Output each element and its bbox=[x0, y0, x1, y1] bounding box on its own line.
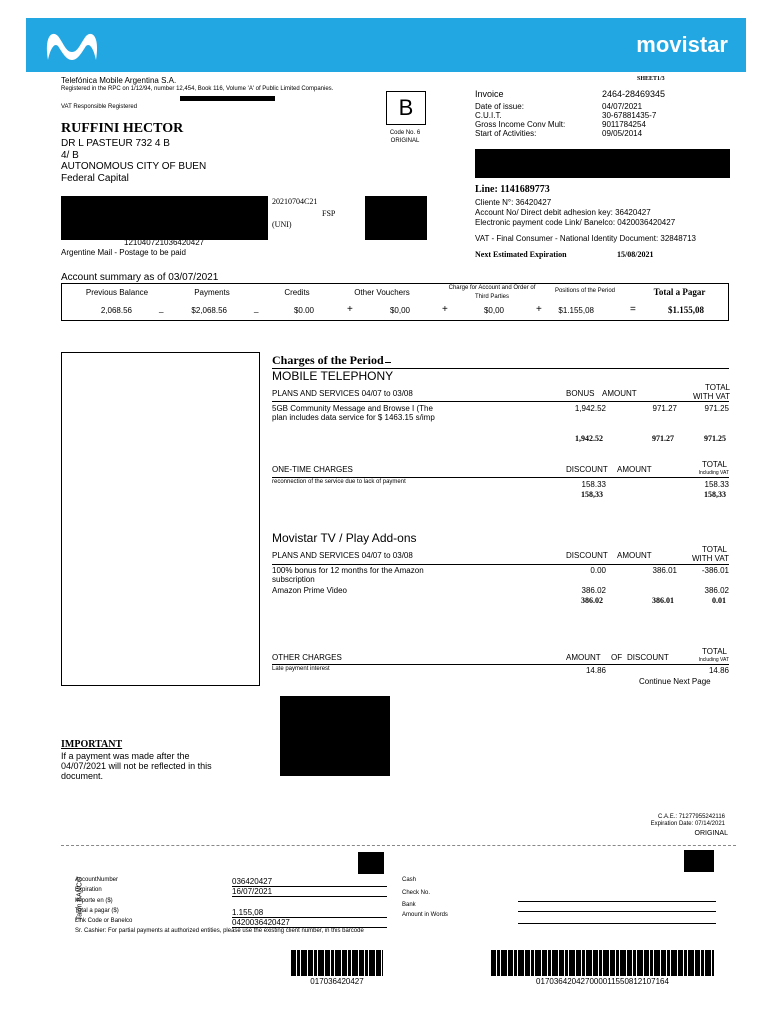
vat-document: VAT - Final Consumer - National Identity Document: 32848713 bbox=[475, 234, 696, 243]
next-expiration-label: Next Estimated Expiration bbox=[475, 250, 567, 259]
customer-unit: 4/ B bbox=[61, 150, 79, 161]
tv-row1-amount: 386.01 bbox=[652, 566, 677, 575]
onetime-col-total: TOTAL bbox=[701, 460, 727, 469]
other-col-total: TOTAL bbox=[701, 647, 727, 656]
plans-bonus: 1,942.52 bbox=[574, 404, 606, 413]
onetime-col-discount: DISCOUNT bbox=[566, 465, 608, 474]
plans-header: PLANS AND SERVICES 04/07 to 03/08 bbox=[272, 389, 413, 398]
stub-label: Expiration bbox=[75, 887, 102, 893]
plans-col-total: TOTAL bbox=[704, 383, 730, 392]
stub-right-label: Amount in Words bbox=[402, 912, 448, 918]
mail-code: 20210704C21 bbox=[272, 197, 318, 206]
invoice-code: Code No. 6 bbox=[389, 130, 421, 136]
summary-title: Account summary as of 03/07/2021 bbox=[61, 272, 219, 283]
continue-next-page: Continue Next Page bbox=[639, 677, 711, 686]
redaction-block bbox=[280, 696, 390, 776]
tv-row1-discount: 0.00 bbox=[590, 566, 606, 575]
plans-description: 5GB Community Message and Browse I (The plan includes data service for $ 1463.15 s/imp bbox=[272, 404, 435, 422]
company-name: Telefónica Mobile Argentina S.A. bbox=[61, 76, 177, 85]
tv-row2-discount: 386.02 bbox=[581, 586, 606, 595]
ad-box bbox=[61, 352, 260, 686]
stub-right-label: Bank bbox=[402, 902, 416, 908]
summary-header: Charge for Account and Order of Third Parties bbox=[448, 285, 536, 300]
redaction-block bbox=[358, 852, 384, 874]
stub-value: 0420036420427 bbox=[232, 918, 290, 927]
tv-title: Movistar TV / Play Add-ons bbox=[272, 531, 417, 545]
cae-number: C.A.E.: 71277955242116 bbox=[658, 814, 725, 820]
invoice-row: Invoice 2464-28469345 bbox=[475, 89, 666, 99]
summary-header: Previous Balance bbox=[85, 288, 149, 297]
summary-header: Credits bbox=[284, 288, 310, 297]
summary-value: $1.155,08 bbox=[558, 306, 594, 315]
summary-value: $2,068.56 bbox=[191, 306, 227, 315]
divider bbox=[272, 564, 729, 565]
invoice-row: C.U.I.T. 30-67881435-7 bbox=[475, 111, 657, 120]
stub-label: Importe en ($) bbox=[75, 898, 113, 904]
summary-operator: = bbox=[630, 304, 636, 315]
onetime-description: reconnection of the service due to lack of payment bbox=[272, 479, 406, 485]
onetime-discount: 158.33 bbox=[581, 480, 606, 489]
customer-street: DR L PASTEUR 732 4 B bbox=[61, 138, 170, 149]
divider bbox=[232, 896, 387, 897]
company-vat: VAT Responsible Registered bbox=[61, 104, 138, 110]
summary-table bbox=[61, 283, 729, 321]
barcode-1-number: 017036420427 bbox=[310, 977, 364, 986]
sheet-number: SHEET1/3 bbox=[637, 76, 665, 82]
client-number: Cliente N°: 36420427 bbox=[475, 198, 552, 207]
tv-row2-description: Amazon Prime Video bbox=[272, 586, 347, 595]
onetime-total: 158.33 bbox=[704, 480, 729, 489]
stub-right-label: Check No. bbox=[402, 890, 431, 896]
mobile-title: MOBILE TELEPHONY bbox=[272, 369, 394, 383]
tv-row1-total: -386.01 bbox=[701, 566, 729, 575]
stub-label: Link Code or Banelco bbox=[75, 918, 133, 924]
mail-fsp: FSP bbox=[322, 209, 336, 218]
barcode-2-number: 017036420427000011550812107164 bbox=[536, 977, 669, 986]
onetime-col-amount: AMOUNT bbox=[617, 465, 652, 474]
summary-value: $0,00 bbox=[483, 306, 504, 315]
next-expiration-value: 15/08/2021 bbox=[617, 250, 654, 259]
redaction-block bbox=[61, 196, 268, 240]
plans-col-bonus: BONUS bbox=[566, 389, 595, 398]
tv-sum-amount: 386.01 bbox=[652, 596, 674, 605]
summary-value: $0,00 bbox=[389, 306, 410, 315]
summary-header: Positions of the Period bbox=[554, 288, 616, 294]
tv-row1-description: 100% bonus for 12 months for the Amazon subscription bbox=[272, 566, 424, 584]
tv-col-discount: DISCOUNT bbox=[566, 551, 608, 560]
mail-note: Argentine Mail - Postage to be paid bbox=[61, 248, 186, 257]
plans-sum-amount: 971.27 bbox=[652, 434, 674, 443]
plans-sum-total: 971.25 bbox=[704, 434, 726, 443]
other-col-amount: AMOUNT bbox=[566, 653, 601, 662]
important-text: If a payment was made after the 04/07/2021 will not be reflected in this document. bbox=[61, 751, 212, 781]
summary-value: $0.00 bbox=[293, 306, 314, 315]
tv-col-total-vat: WITH VAT bbox=[691, 554, 729, 563]
summary-header: Other Vouchers bbox=[354, 288, 410, 297]
invoice-copy: ORIGINAL bbox=[390, 138, 420, 144]
plans-sum-bonus: 1,942.52 bbox=[575, 434, 603, 443]
onetime-header: ONE-TIME CHARGES bbox=[272, 465, 353, 474]
summary-operator: + bbox=[536, 304, 542, 315]
other-total: 14.86 bbox=[708, 666, 729, 675]
divider bbox=[272, 477, 729, 478]
cae-expiration: Expiration Date: 07/14/2021 bbox=[650, 821, 725, 827]
plans-amount: 971.27 bbox=[652, 404, 677, 413]
onetime-sum-discount: 158,33 bbox=[581, 490, 603, 499]
customer-name: RUFFINI HECTOR bbox=[61, 121, 184, 136]
movistar-m-logo-icon bbox=[42, 26, 102, 64]
summary-header: Total a Pagar bbox=[653, 287, 706, 297]
payment-code: Electronic payment code Link/ Banelco: 0420036420427 bbox=[475, 218, 676, 227]
important-title: IMPORTANT bbox=[61, 739, 123, 750]
divider bbox=[272, 401, 729, 402]
other-col-of: OF bbox=[611, 653, 623, 662]
other-header: OTHER CHARGES bbox=[272, 653, 342, 662]
divider bbox=[518, 923, 716, 924]
divider bbox=[518, 901, 716, 902]
tv-row2-total: 386.02 bbox=[704, 586, 729, 595]
divider bbox=[272, 664, 729, 665]
stub-label: AccountNumber bbox=[75, 877, 119, 883]
summary-operator: _ bbox=[254, 304, 259, 313]
mail-number: 121040721036420427 bbox=[124, 238, 205, 247]
cut-line bbox=[61, 845, 736, 846]
stub-side-label: Talón BANCO bbox=[76, 876, 84, 921]
tv-sum-total: 0.01 bbox=[712, 596, 726, 605]
stub-value: 036420427 bbox=[232, 877, 273, 886]
plans-col-total-vat: WITH VAT bbox=[692, 392, 730, 401]
onetime-col-total-vat: Including VAT bbox=[698, 470, 729, 476]
other-col-total-vat: Including VAT bbox=[698, 657, 729, 663]
summary-operator: _ bbox=[159, 304, 164, 313]
barcode-2 bbox=[491, 950, 714, 976]
redaction-block bbox=[180, 96, 275, 101]
other-col-discount: DISCOUNT bbox=[627, 653, 669, 662]
account-number: Account No/ Direct debit adhesion key: 36420427 bbox=[475, 208, 651, 217]
brand-wordmark: movistar bbox=[636, 32, 728, 57]
title-underline bbox=[385, 362, 391, 363]
other-description: Late payment interest bbox=[272, 666, 330, 672]
summary-operator: + bbox=[442, 304, 448, 315]
stub-right-label: Cash bbox=[402, 877, 417, 883]
tv-sum-discount: 386.02 bbox=[581, 596, 603, 605]
stub-note: Sr. Cashier: For partial payments at authorized entities, please use the existing client number, in this barcode bbox=[75, 928, 364, 934]
header-bar bbox=[26, 18, 746, 72]
stub-label: Total a pagar ($) bbox=[75, 908, 119, 914]
tv-col-total: TOTAL bbox=[701, 545, 727, 554]
invoice-row: Gross Income Conv Mult: 9011784254 bbox=[475, 120, 646, 129]
customer-city: AUTONOMOUS CITY OF BUEN bbox=[61, 161, 207, 172]
invoice-info bbox=[475, 89, 730, 138]
plans-col-amount: AMOUNT bbox=[602, 389, 637, 398]
customer-district: Federal Capital bbox=[61, 173, 129, 184]
other-amount: 14.86 bbox=[585, 666, 606, 675]
summary-value: 2,068.56 bbox=[100, 306, 132, 315]
barcode-1 bbox=[291, 950, 383, 976]
cae-copy: ORIGINAL bbox=[694, 830, 728, 837]
plans-total: 971.25 bbox=[704, 404, 729, 413]
stub-value: 1.155,08 bbox=[232, 908, 264, 917]
mail-uni: (UNI) bbox=[272, 220, 292, 229]
redaction-block bbox=[684, 850, 714, 872]
redaction-block bbox=[365, 196, 427, 240]
summary-header: Payments bbox=[194, 288, 230, 297]
company-registration: Registered in the RPC on 1/12/94, number 12,454, Book 116, Volume 'A' of Public Limited Companies. bbox=[61, 86, 334, 92]
invoice-row: Date of issue: 04/07/2021 bbox=[475, 102, 643, 111]
summary-total: $1.155,08 bbox=[668, 305, 704, 315]
line-number: Line: 1141689773 bbox=[475, 184, 550, 195]
redaction-block bbox=[475, 149, 730, 178]
onetime-sum-total: 158,33 bbox=[704, 490, 726, 499]
summary-operator: + bbox=[347, 304, 353, 315]
stub-value: 16/07/2021 bbox=[232, 887, 273, 896]
tv-header: PLANS AND SERVICES 04/07 to 03/08 bbox=[272, 551, 413, 560]
divider bbox=[518, 911, 716, 912]
charges-title: Charges of the Period bbox=[272, 353, 384, 367]
tv-col-amount: AMOUNT bbox=[617, 551, 652, 560]
invoice-row: Start of Activities: 09/05/2014 bbox=[475, 129, 643, 138]
invoice-letter-box: B bbox=[386, 91, 426, 125]
